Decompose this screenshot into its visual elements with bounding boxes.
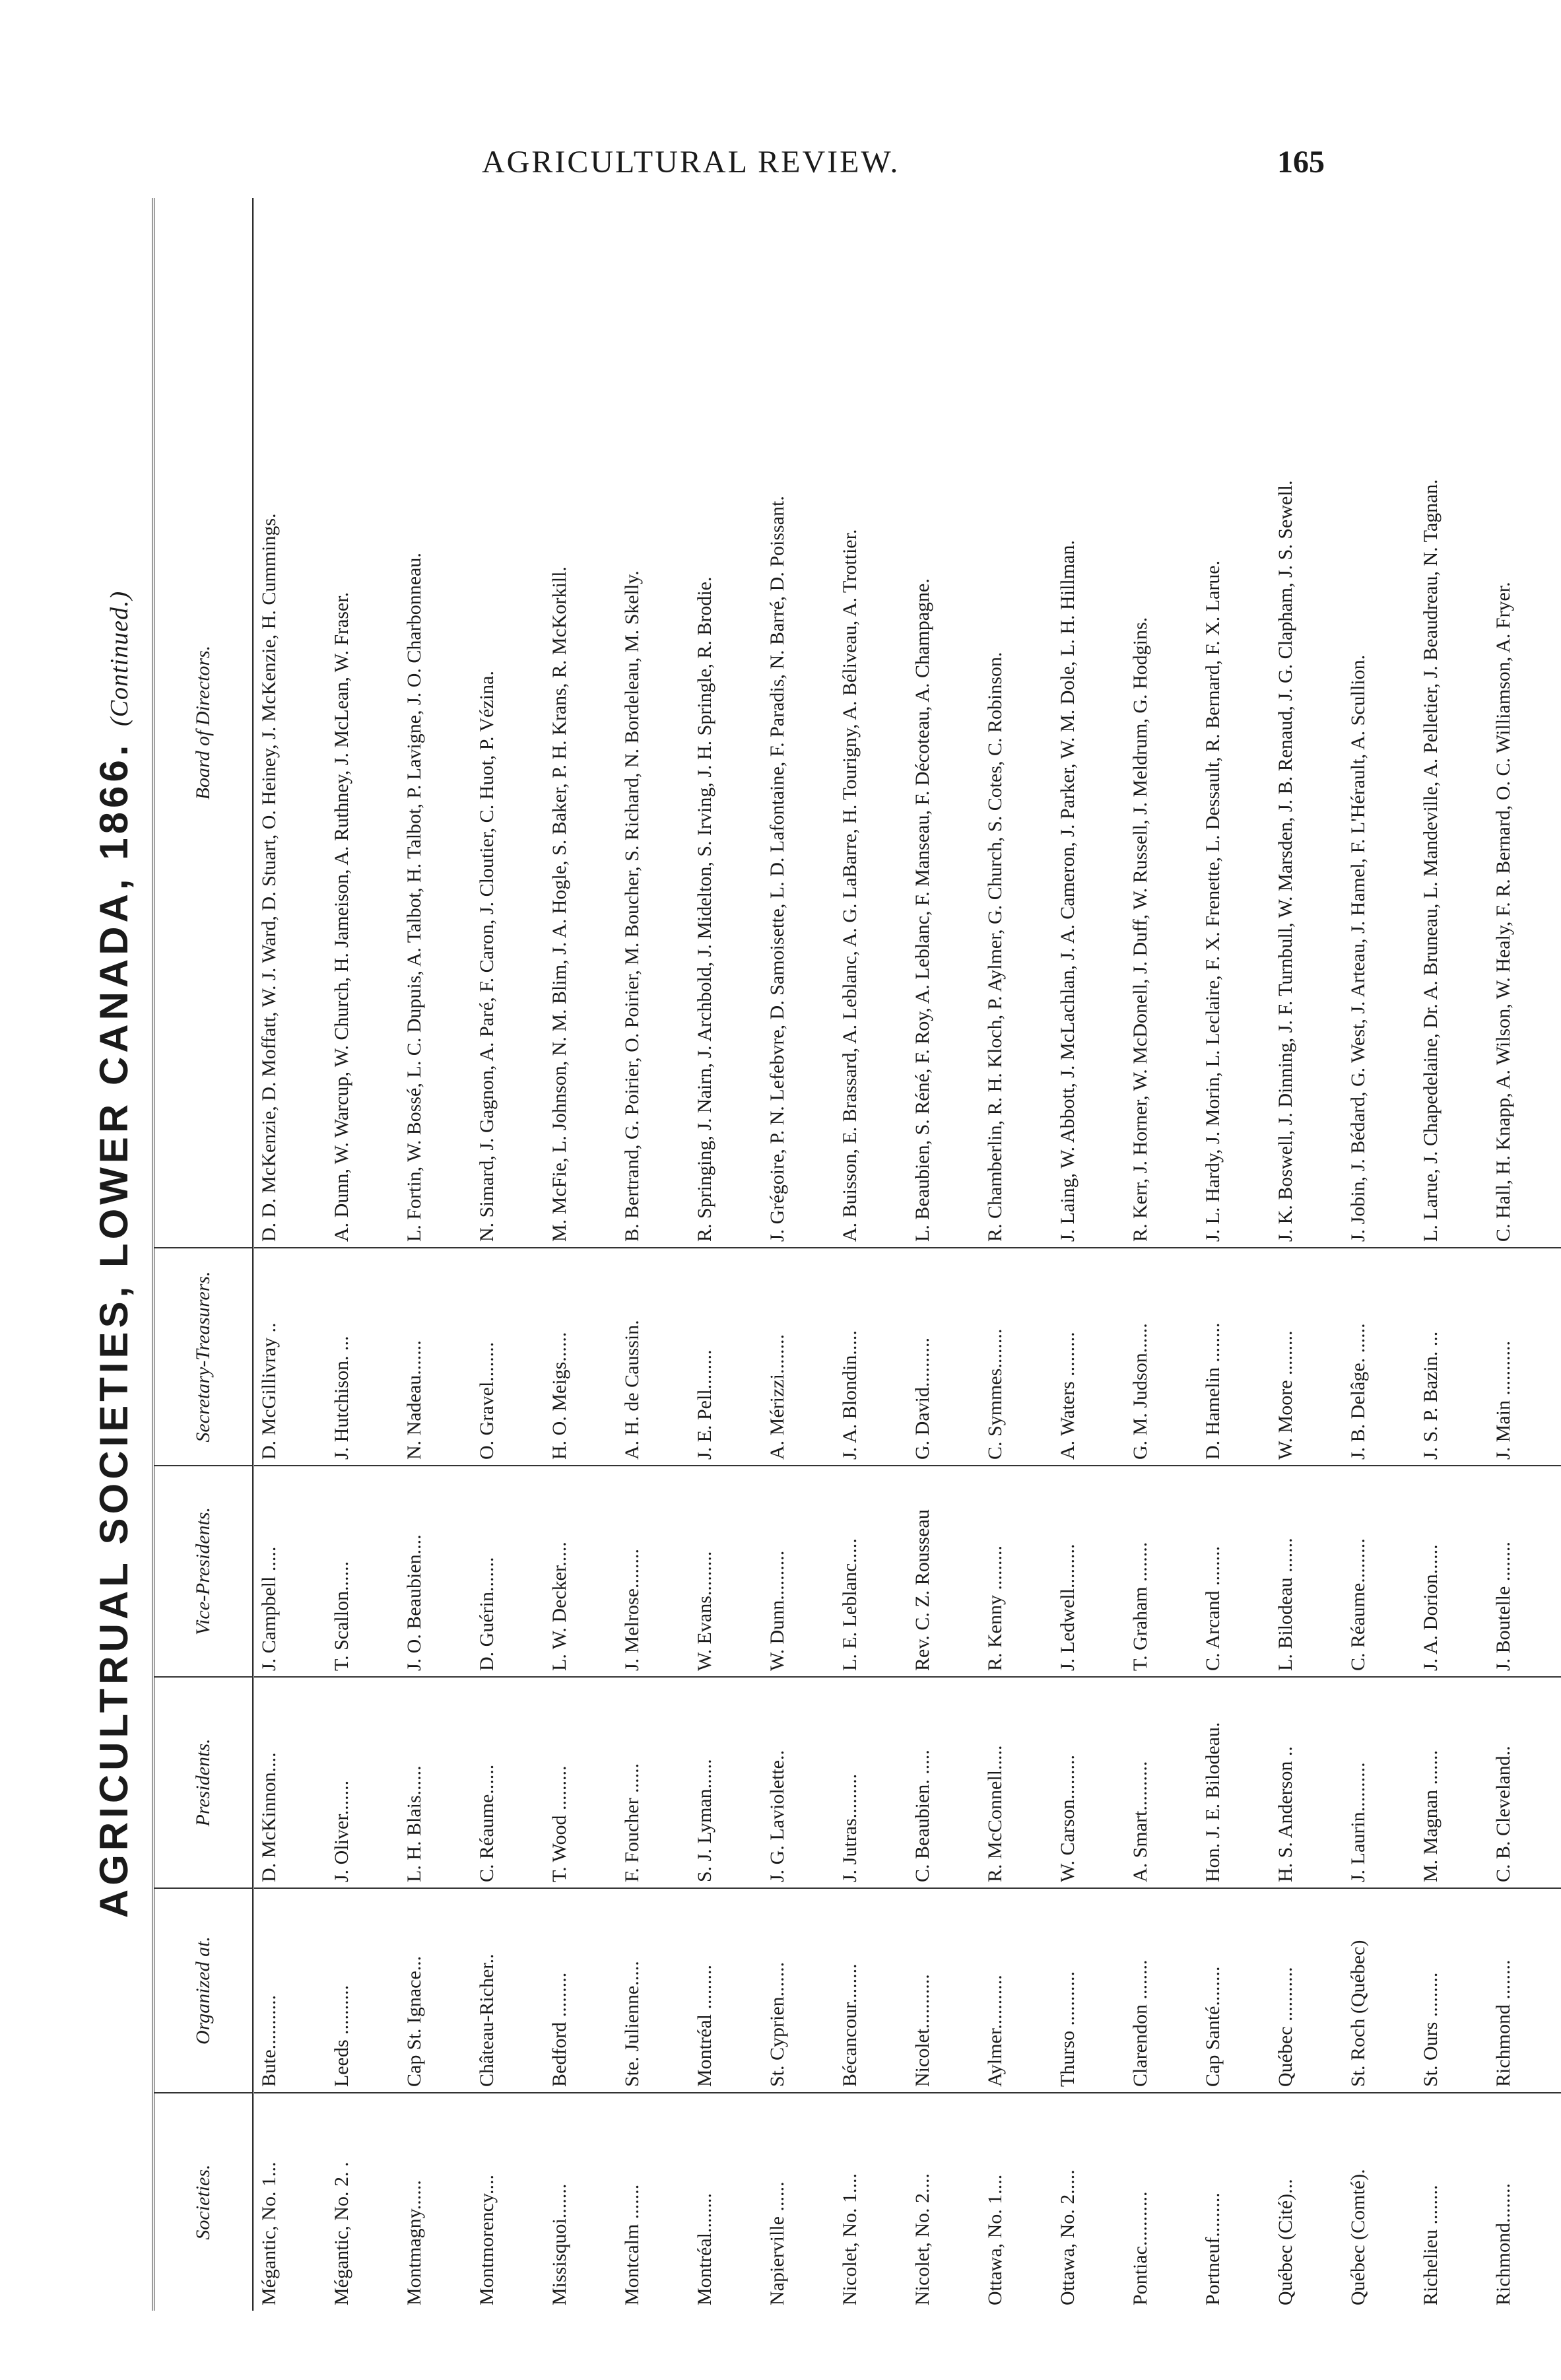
- cell-secretary-treasurer: H. O. Meigs......: [545, 1248, 617, 1466]
- cell-society: Montmorency....: [476, 2174, 498, 2305]
- table-row: [690, 198, 762, 2311]
- rotated-table-block: [79, 198, 1514, 2311]
- cell-society: Montmagny......: [403, 2180, 425, 2305]
- cell-president: J. G. Laviolette..: [762, 1677, 835, 1888]
- cell-vice-president: L. Bilodeau .......: [1271, 1466, 1343, 1677]
- cell-organized-at: Bécancour........: [835, 1888, 908, 2093]
- cell-board-of-directors: A. Buisson, E. Brassard, A. Leblanc, A. G. LaBarre, H. Tourigny, A. Béliveau, A. Trottier.: [835, 198, 908, 1248]
- cell-president: C. Réaume......: [472, 1677, 545, 1888]
- cell-board-of-directors: N. Simard, J. Gagnon, A. Paré, F. Caron, J. Cloutier, C. Huot, P. Vézina.: [472, 198, 545, 1248]
- cell-society: Napierville ......: [766, 2181, 788, 2305]
- cell-president: S. J. Lyman......: [690, 1677, 762, 1888]
- cell-organized-at: Bute...........: [253, 1888, 327, 2093]
- cell-president: C. B. Cleveland..: [1488, 1677, 1561, 1888]
- table-row: [1488, 198, 1561, 2311]
- cell-organized-at: Bedford .........: [545, 1888, 617, 2093]
- table-row: [1125, 198, 1198, 2311]
- table-row: [327, 198, 399, 2311]
- cell-secretary-treasurer: O. Gravel........: [472, 1248, 545, 1466]
- cell-president: R. McConnell.....: [980, 1677, 1053, 1888]
- column-header-secretary-treasurers: Secretary-Treasurers.: [153, 1248, 253, 1466]
- cell-board-of-directors: J. K. Boswell, J. Dinning, J. F. Turnbull, W. Marsden, J. B. Renaud, J. G. Clapham, J. S. Sewell.: [1271, 198, 1343, 1248]
- cell-organized-at: Ste. Julienne.....: [617, 1888, 690, 2093]
- cell-secretary-treasurer: N. Nadeau.......: [399, 1248, 472, 1466]
- cell-secretary-treasurer: D. Hamelin ........: [1198, 1248, 1271, 1466]
- cell-society: Richelieu ........: [1420, 2185, 1442, 2305]
- cell-vice-president: J. Ledwell.........: [1053, 1466, 1125, 1677]
- cell-vice-president: D. Guérin.......: [472, 1466, 545, 1677]
- table-continued-note: (Continued.): [106, 590, 133, 726]
- cell-vice-president: T. Scallon......: [327, 1466, 399, 1677]
- cell-organized-at: St. Roch (Québec): [1343, 1888, 1416, 2093]
- cell-secretary-treasurer: J. A. Blondin.....: [835, 1248, 908, 1466]
- table-body: [253, 198, 1561, 2311]
- running-head: AGRICULTURAL REVIEW.: [482, 145, 900, 180]
- cell-president: L. H. Blais......: [399, 1677, 472, 1888]
- cell-board-of-directors: R. Kerr, J. Horner, W. McDonell, J. Duff, W. Russell, J. Meldrum, G. Hodgins.: [1125, 198, 1198, 1248]
- table-row: [908, 198, 980, 2311]
- column-header-vice-presidents: Vice-Presidents.: [153, 1466, 253, 1677]
- table-title: [91, 198, 137, 2311]
- cell-society: Québec (Comté).: [1347, 2169, 1369, 2305]
- cell-vice-president: L. W. Decker.....: [545, 1466, 617, 1677]
- cell-president: Hon. J. E. Bilodeau.: [1198, 1677, 1271, 1888]
- cell-society: Pontiac...........: [1129, 2191, 1151, 2305]
- cell-society: Ottawa, No. 2.....: [1057, 2169, 1079, 2305]
- cell-secretary-treasurer: A. Mérizzi........: [762, 1248, 835, 1466]
- cell-vice-president: L. E. Leblanc.....: [835, 1466, 908, 1677]
- cell-board-of-directors: J. Jobin, J. Bédard, G. West, J. Arteau, J. Hamel, F. L'Hérault, A. Scullion.: [1343, 198, 1416, 1248]
- cell-vice-president: Rev. C. Z. Rousseau: [908, 1466, 980, 1677]
- table-title-text: AGRICULTRUAL SOCIETIES, LOWER CANADA, 1866.: [92, 741, 136, 1919]
- cell-president: W. Carson.........: [1053, 1677, 1125, 1888]
- cell-secretary-treasurer: J. Hutchison. ...: [327, 1248, 399, 1466]
- cell-vice-president: J. Melrose........: [617, 1466, 690, 1677]
- cell-organized-at: Aylmer...........: [980, 1888, 1053, 2093]
- cell-society: Ottawa, No. 1....: [984, 2174, 1006, 2305]
- table-row: [835, 198, 908, 2311]
- column-header-organized-at: Organized at.: [153, 1888, 253, 2093]
- cell-secretary-treasurer: C. Symmes........: [980, 1248, 1053, 1466]
- table-row: [1271, 198, 1343, 2311]
- table-row: [1053, 198, 1125, 2311]
- column-header-presidents: Presidents.: [153, 1677, 253, 1888]
- cell-secretary-treasurer: D. McGillivray ..: [253, 1248, 327, 1466]
- cell-vice-president: T. Graham ........: [1125, 1466, 1198, 1677]
- cell-society: Nicolet, No. 2....: [912, 2173, 933, 2305]
- column-header-board-of-directors: Board of Directors.: [153, 198, 253, 1248]
- table-header-row: [153, 198, 253, 2311]
- cell-organized-at: Thurso ...........: [1053, 1888, 1125, 2093]
- cell-secretary-treasurer: A. Waters .........: [1053, 1248, 1125, 1466]
- cell-vice-president: W. Dunn..........: [762, 1466, 835, 1677]
- cell-vice-president: C. Arcand ........: [1198, 1466, 1271, 1677]
- cell-organized-at: St. Cyprien.......: [762, 1888, 835, 2093]
- cell-organized-at: Québec ...........: [1271, 1888, 1343, 2093]
- cell-president: T. Wood .........: [545, 1677, 617, 1888]
- cell-secretary-treasurer: G. David..........: [908, 1248, 980, 1466]
- cell-vice-president: J. O. Beaubien....: [399, 1466, 472, 1677]
- cell-society: Mégantic, No. 1...: [258, 2161, 280, 2305]
- table-row: [1416, 198, 1488, 2311]
- table-row: [253, 198, 327, 2311]
- cell-president: M. Magnan .......: [1416, 1677, 1488, 1888]
- table-row: [399, 198, 472, 2311]
- cell-secretary-treasurer: W. Moore .........: [1271, 1248, 1343, 1466]
- cell-board-of-directors: L. Larue, J. Chapedelaine, Dr. A. Bruneau, L. Mandeville, A. Pelletier, J. Beaudreau, N. Tagnan.: [1416, 198, 1488, 1248]
- table-row: [1198, 198, 1271, 2311]
- table-row: [762, 198, 835, 2311]
- cell-organized-at: Cap St. Ignace...: [399, 1888, 472, 2093]
- cell-board-of-directors: B. Bertrand, G. Poirier, O. Poirier, M. Boucher, S. Richard, N. Bordeleau, M. Skelly.: [617, 198, 690, 1248]
- cell-vice-president: J. Boutelle ........: [1488, 1466, 1561, 1677]
- cell-organized-at: St. Ours .........: [1416, 1888, 1488, 2093]
- page-header: [0, 0, 1442, 198]
- cell-president: J. Laurin..........: [1343, 1677, 1416, 1888]
- page-number: 165: [1277, 145, 1325, 180]
- cell-society: Mégantic, No. 2. .: [331, 2161, 352, 2305]
- cell-president: C. Beaubien. .....: [908, 1677, 980, 1888]
- cell-secretary-treasurer: G. M. Judson......: [1125, 1248, 1198, 1466]
- cell-president: A. Smart..........: [1125, 1677, 1198, 1888]
- cell-board-of-directors: D. D. McKenzie, D. Moffatt, W. J. Ward, D. Stuart, O. Heiney, J. McKenzie, H. Cummings.: [253, 198, 327, 1248]
- cell-organized-at: Leeds ..........: [327, 1888, 399, 2093]
- cell-society: Missisquoi.......: [548, 2183, 570, 2305]
- cell-secretary-treasurer: A. H. de Caussin.: [617, 1248, 690, 1466]
- cell-society: Richmond........: [1492, 2183, 1514, 2305]
- cell-president: J. Oliver.......: [327, 1677, 399, 1888]
- cell-board-of-directors: L. Fortin, W. Bossé, L. C. Dupuis, A. Talbot, H. Talbot, P. Lavigne, J. O. Charbonneau.: [399, 198, 472, 1248]
- cell-organized-at: Richmond ........: [1488, 1888, 1561, 2093]
- cell-secretary-treasurer: J. Main ...........: [1488, 1248, 1561, 1466]
- cell-vice-president: W. Evans.........: [690, 1466, 762, 1677]
- column-header-societies: Societies.: [153, 2093, 253, 2311]
- cell-secretary-treasurer: J. B. Delâge. ......: [1343, 1248, 1416, 1466]
- cell-board-of-directors: A. Dunn, W. Warcup, W. Church, H. Jameison, A. Ruthney, J. McLean, W. Fraser.: [327, 198, 399, 1248]
- cell-president: J. Jutras.........: [835, 1677, 908, 1888]
- cell-board-of-directors: L. Beaubien, S. Réné, F. Roy, A. Leblanc, F. Manseau, F. Décoteau, A. Champagne.: [908, 198, 980, 1248]
- cell-society: Portneuf.........: [1202, 2193, 1224, 2305]
- cell-organized-at: Cap Santé........: [1198, 1888, 1271, 2093]
- cell-vice-president: R. Kenny .........: [980, 1466, 1053, 1677]
- cell-vice-president: J. Campbell .....: [253, 1466, 327, 1677]
- cell-president: F. Foucher ......: [617, 1677, 690, 1888]
- cell-president: H. S. Anderson ..: [1271, 1677, 1343, 1888]
- cell-board-of-directors: M. McFie, L. Johnson, N. M. Blim, J. A. Hogle, S. Baker, P. H. Krans, R. McKorkill.: [545, 198, 617, 1248]
- cell-board-of-directors: J. Laing, W. Abbott, J. McLachlan, J. A. Cameron, J. Parker, W. M. Dole, L. H. Hillman.: [1053, 198, 1125, 1248]
- table-row: [1343, 198, 1416, 2311]
- cell-organized-at: Montréal .........: [690, 1888, 762, 2093]
- cell-organized-at: Clarendon ........: [1125, 1888, 1198, 2093]
- cell-secretary-treasurer: J. S. P. Bazin. ...: [1416, 1248, 1488, 1466]
- cell-board-of-directors: J. L. Hardy, J. Morin, L. Leclaire, F. X. Frenette, L. Dessault, R. Bernard, F. X. Larue.: [1198, 198, 1271, 1248]
- table-row: [980, 198, 1053, 2311]
- cell-organized-at: Nicolet...........: [908, 1888, 980, 2093]
- table-row: [617, 198, 690, 2311]
- cell-society: Montréal........: [694, 2193, 715, 2305]
- cell-board-of-directors: C. Hall, H. Knapp, A. Wilson, W. Healy, F. R. Bernard, O. C. Williamson, A. Fryer.: [1488, 198, 1561, 1248]
- cell-secretary-treasurer: J. E. Pell........: [690, 1248, 762, 1466]
- table-row: [545, 198, 617, 2311]
- cell-vice-president: J. A. Dorion......: [1416, 1466, 1488, 1677]
- cell-president: D. McKinnon....: [253, 1677, 327, 1888]
- cell-board-of-directors: J. Grégoire, P. N. Lefebvre, D. Samoisette, L. D. Lafontaine, F. Paradis, N. Barré, D. Poissant.: [762, 198, 835, 1248]
- cell-society: Québec (Cité)...: [1275, 2179, 1296, 2305]
- cell-organized-at: Château-Richer..: [472, 1888, 545, 2093]
- cell-society: Montcalm .......: [621, 2184, 643, 2305]
- cell-vice-president: C. Réaume.........: [1343, 1466, 1416, 1677]
- societies-table: [152, 198, 1561, 2311]
- table-row: [472, 198, 545, 2311]
- cell-board-of-directors: R. Springing, J. Nairn, J. Archbold, J. Midelton, S. Irving, J. H. Springle, R. Brodie.: [690, 198, 762, 1248]
- cell-society: Nicolet, No. 1....: [839, 2173, 861, 2305]
- cell-board-of-directors: R. Chamberlin, R. H. Kloch, P. Aylmer, G. Church, S. Cotes, C. Robinson.: [980, 198, 1053, 1248]
